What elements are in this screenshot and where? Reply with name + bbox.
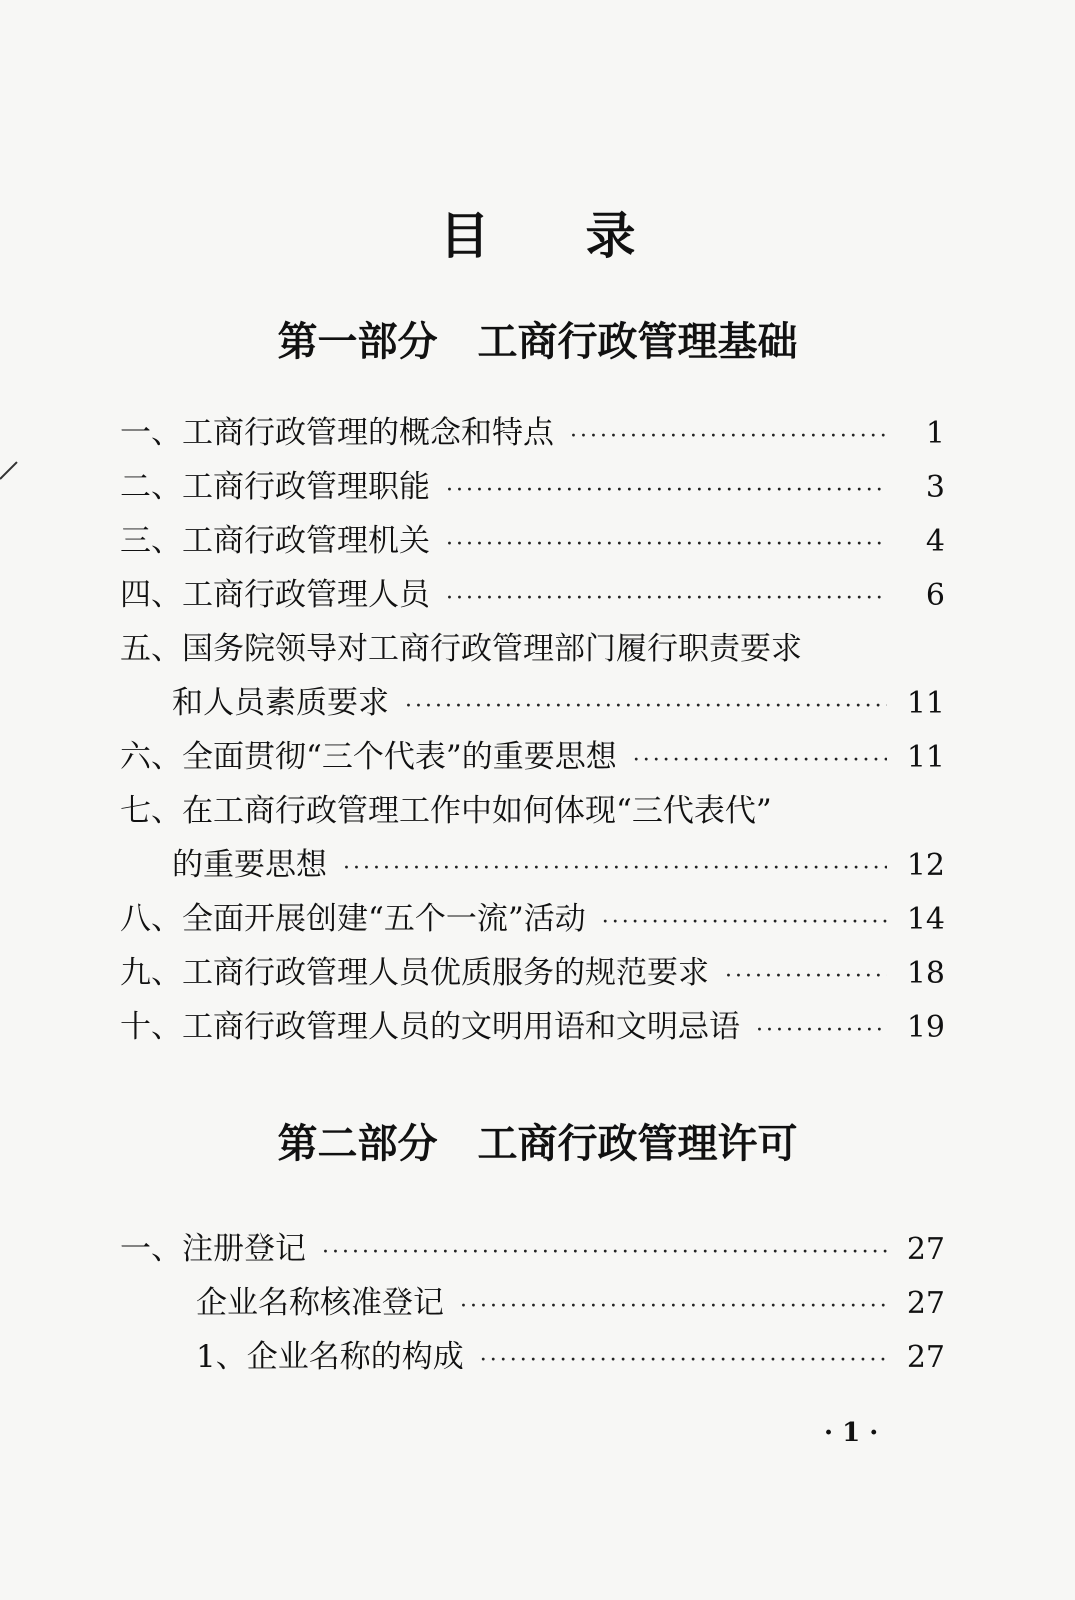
page-title: 目录 xyxy=(439,207,732,265)
toc-entry-continuation xyxy=(172,842,945,888)
leader-dots xyxy=(460,1284,887,1330)
part-heading-1: 第一部分 工商行政管理基础 xyxy=(277,319,798,365)
toc-entry xyxy=(120,1226,945,1272)
leader-dots xyxy=(446,522,887,568)
toc-entry-text: 五、国务院领导对工商行政管理部门履行职责要求 xyxy=(120,631,802,667)
toc-entry-text: 四、工商行政管理人员 xyxy=(120,577,430,613)
page-number: · 1 · xyxy=(824,1418,879,1448)
toc-entry xyxy=(120,1004,945,1050)
toc-entry-page: 14 xyxy=(906,902,945,937)
toc-entry xyxy=(196,1334,945,1380)
toc-entry-page: 1 xyxy=(925,416,945,451)
leader-dots xyxy=(480,1338,887,1384)
leader-dots xyxy=(633,738,887,784)
toc-entry-page: 27 xyxy=(906,1232,945,1267)
toc-entry-page: 18 xyxy=(906,956,945,991)
leader-dots xyxy=(446,576,887,622)
toc-entry-text: 二、工商行政管理职能 xyxy=(120,469,430,505)
toc-entry-page: 27 xyxy=(906,1286,945,1321)
toc-entry-text: 一、注册登记 xyxy=(120,1231,306,1267)
leader-dots xyxy=(756,1008,887,1054)
toc-entry-text: 八、全面开展创建“五个一流”活动 xyxy=(120,901,586,937)
toc-entry-page: 3 xyxy=(925,470,945,505)
toc-entry-page: 4 xyxy=(925,524,945,559)
toc-entry-text: 一、工商行政管理的概念和特点 xyxy=(120,415,554,451)
toc-entry-page: 27 xyxy=(906,1340,945,1375)
toc-entry xyxy=(120,410,945,456)
toc-entry-page: 19 xyxy=(906,1010,945,1045)
toc-entry-first-line xyxy=(120,626,945,672)
part-heading-2: 第二部分 工商行政管理许可 xyxy=(277,1121,798,1167)
leader-dots xyxy=(570,414,887,460)
toc-entry xyxy=(120,734,945,780)
toc-entry xyxy=(120,896,945,942)
toc-entry-first-line xyxy=(120,788,945,834)
toc-entry-text: 十、工商行政管理人员的文明用语和文明忌语 xyxy=(120,1009,740,1045)
toc-entry-text: 七、在工商行政管理工作中如何体现“三代表代” xyxy=(120,793,772,829)
leader-dots xyxy=(725,954,887,1000)
toc-entry xyxy=(196,1280,945,1326)
toc-entry xyxy=(120,518,945,564)
edge-mark xyxy=(0,461,18,479)
leader-dots xyxy=(322,1230,887,1276)
toc-entry xyxy=(120,950,945,996)
toc-entry-text: 九、工商行政管理人员优质服务的规范要求 xyxy=(120,955,709,991)
toc-entry-page: 11 xyxy=(906,740,945,775)
toc-entry-page: 12 xyxy=(906,848,945,883)
leader-dots xyxy=(343,846,887,892)
toc-entry-text: 和人员素质要求 xyxy=(172,685,389,721)
leader-dots xyxy=(446,468,887,514)
toc-entry-text: 三、工商行政管理机关 xyxy=(120,523,430,559)
toc-entry xyxy=(120,464,945,510)
leader-dots xyxy=(405,684,887,730)
toc-entry-text: 企业名称核准登记 xyxy=(196,1285,444,1321)
toc-entry xyxy=(120,572,945,618)
toc-entry-text: 的重要思想 xyxy=(172,847,327,883)
toc-entry-text: 1、企业名称的构成 xyxy=(196,1339,464,1375)
toc-entry-continuation xyxy=(172,680,945,726)
toc-entry-page: 11 xyxy=(906,686,945,721)
toc-entry-text: 六、全面贯彻“三个代表”的重要思想 xyxy=(120,739,617,775)
leader-dots xyxy=(602,900,887,946)
toc-entry-page: 6 xyxy=(925,578,945,613)
